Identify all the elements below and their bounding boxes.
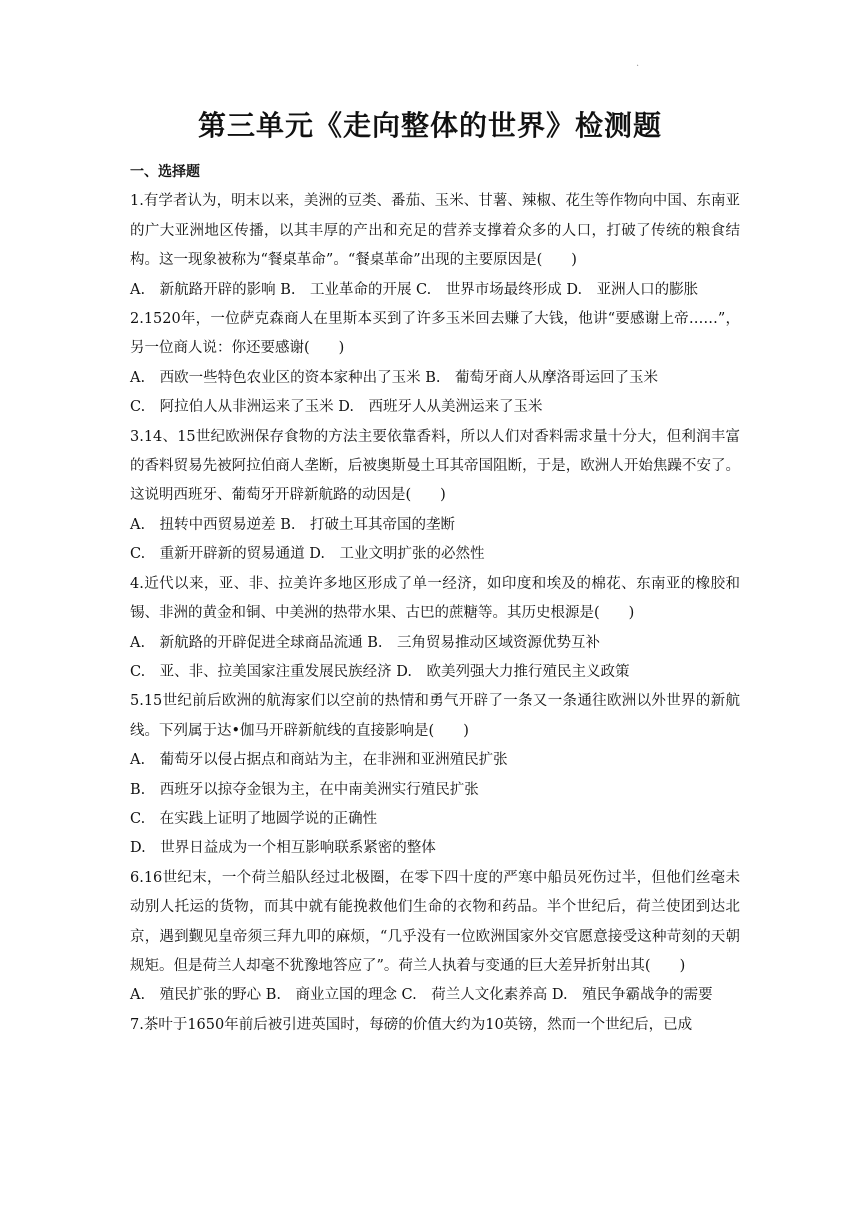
question-6	[130, 864, 740, 1011]
question-list	[130, 158, 740, 1040]
question-5	[130, 687, 740, 863]
page-title: 第三单元《走向整体的世界》检测题	[197, 109, 662, 142]
option-row: A. 殖民扩张的野心 B. 商业立国的理念 C. 荷兰人文化素养高 D. 殖民争霸战争的需要	[130, 987, 713, 1004]
option-row: A. 新航路的开辟促进全球商品流通 B. 三角贸易推动区域资源优势互补	[130, 634, 600, 651]
option-row: C. 在实践上证明了地圆学说的正确性	[130, 810, 378, 827]
option-row: A. 新航路开辟的影响 B. 工业革命的开展 C. 世界市场最终形成 D. 亚洲人口的膨胀	[130, 281, 699, 298]
header-dot: .	[636, 58, 640, 69]
question-stem: 4.近代以来，亚、非、拉美许多地区形成了单一经济，如印度和埃及的棉花、东南亚的橡胶和锡、非洲的黄金和铜、中美洲的热带水果、古巴的蔗糖等。其历史根源是( )	[130, 575, 740, 622]
question-7	[130, 1011, 740, 1040]
option-row: D. 世界日益成为一个相互影响联系紧密的整体	[130, 840, 436, 857]
question-2	[130, 305, 740, 423]
option-row: A. 扭转中西贸易逆差 B. 打破土耳其帝国的垄断	[130, 516, 455, 533]
question-stem: 3.14、15世纪欧洲保存食物的方法主要依靠香料，所以人们对香料需求量十分大，但利润丰富的香料贸易先被阿拉伯商人垄断，后被奥斯曼土耳其帝国阻断，于是，欧洲人开始焦躁不安了。这说明西班牙、葡萄牙开辟新航路的动因是( )	[130, 428, 740, 504]
option-row: A. 葡萄牙以侵占据点和商站为主，在非洲和亚洲殖民扩张	[130, 752, 508, 769]
question-3	[130, 423, 740, 570]
question-stem: 1.有学者认为，明末以来，美洲的豆类、番茄、玉米、甘薯、辣椒、花生等作物向中国、东南亚的广大亚洲地区传播，以其丰厚的产出和充足的营养支撑着众多的人口，打破了传统的粮食结构。这一现象被称为“餐桌革命”。“餐桌革命”出现的主要原因是( )	[130, 193, 740, 269]
option-row: C. 亚、非、拉美国家注重发展民族经济 D. 欧美列强大力推行殖民主义政策	[130, 663, 630, 680]
question-stem: 2.1520年，一位萨克森商人在里斯本买到了许多玉米回去赚了大钱，他讲“要感谢上帝……”，另一位商人说：你还要感谢( )	[130, 311, 740, 357]
question-4	[130, 570, 740, 688]
option-row: C. 重新开辟新的贸易通道 D. 工业文明扩张的必然性	[130, 546, 485, 563]
question-1	[130, 187, 740, 305]
option-row: C. 阿拉伯人从非洲运来了玉米 D. 西班牙人从美洲运来了玉米	[130, 399, 543, 416]
option-row: B. 西班牙以掠夺金银为主，在中南美洲实行殖民扩张	[130, 781, 479, 798]
question-stem: 6.16世纪末，一个荷兰船队经过北极圈，在零下四十度的严寒中船员死伤过半，但他们丝毫未动别人托运的货物，而其中就有能挽救他们生命的衣物和药品。半个世纪后，荷兰使团到达北京，遇到觐见皇帝须三拜九叩的麻烦，“几乎没有一位欧洲国家外交官愿意接受这种苛刻的天朝规矩。但是荷兰人却毫不犹豫地答应了”。荷兰人执着与变通的巨大差异折射出其( )	[130, 869, 740, 974]
question-stem: 5.15世纪前后欧洲的航海家们以空前的热情和勇气开辟了一条又一条通往欧洲以外世界的新航线。下列属于达•伽马开辟新航线的直接影响是( )	[130, 693, 740, 739]
question-stem: 7.茶叶于1650年前后被引进英国时，每磅的价值大约为10英镑，然而一个世纪后，已成	[130, 1016, 693, 1033]
section-heading: 一、选择题	[130, 164, 200, 180]
option-row: A. 西欧一些特色农业区的资本家种出了玉米 B. 葡萄牙商人从摩洛哥运回了玉米	[130, 369, 658, 386]
